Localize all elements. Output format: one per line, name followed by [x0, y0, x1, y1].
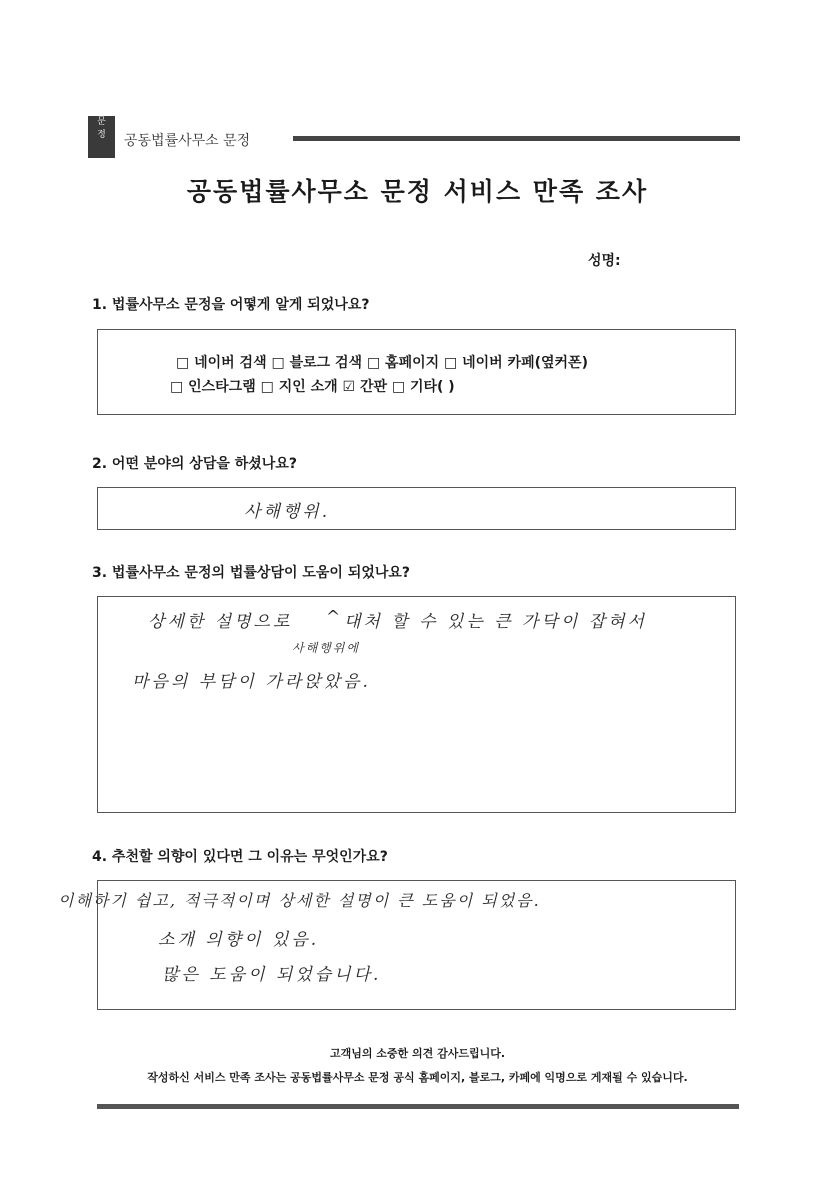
q3-answer-line-2: 마음의 부담이 가라앉았음. [132, 672, 371, 692]
name-label: 성명: [588, 253, 621, 269]
logo-char-2: 정 [97, 130, 106, 140]
q3-insert-caret: ^ [326, 607, 344, 627]
firm-logo [88, 116, 115, 158]
q3-answer-line-1a: 상세한 설명으로 [148, 612, 293, 632]
answer-box-1 [97, 329, 736, 415]
answer-box-2 [97, 487, 736, 530]
question-4: 4. 추천할 의향이 있다면 그 이유는 무엇인가요? [92, 849, 388, 865]
q4-answer-line-3: 많은 도움이 되었습니다. [162, 965, 382, 985]
firm-name: 공동법률사무소 문정 [124, 133, 251, 149]
footer-thanks: 고객님의 소중한 의견 감사드립니다. [329, 1047, 506, 1060]
q1-options-line-2: □ 인스타그램 □ 지인 소개 ☑ 간판 □ 기타( ) [170, 379, 455, 395]
survey-title: 공동법률사무소 문정 서비스 만족 조사 [186, 177, 649, 206]
question-2: 2. 어떤 분야의 상담을 하셨나요? [92, 456, 297, 472]
footer-divider [97, 1104, 739, 1109]
question-1: 1. 법률사무소 문정을 어떻게 알게 되었나요? [92, 297, 370, 313]
q4-answer-line-1: 이해하기 쉽고, 적극적이며 상세한 설명이 큰 도움이 되었음. [58, 891, 541, 910]
footer-notice: 작성하신 서비스 만족 조사는 공동법률사무소 문정 공식 홈페이지, 블로그, 카페에 익명으로 게재될 수 있습니다. [147, 1071, 688, 1084]
answer-box-3 [97, 596, 736, 813]
q3-answer-line-1b: 대처 할 수 있는 큰 가닥이 잡혀서 [344, 612, 647, 632]
q2-handwritten-answer: 사해행위. [244, 502, 331, 522]
q4-answer-line-2: 소개 의향이 있음. [158, 930, 320, 950]
logo-char-1: 문 [97, 117, 106, 127]
q1-options-line-1: □ 네이버 검색 □ 블로그 검색 □ 홈페이지 □ 네이버 카페(옆커폰) [176, 355, 588, 371]
question-3: 3. 법률사무소 문정의 법률상담이 도움이 되었나요? [92, 565, 411, 581]
header-divider [293, 136, 740, 141]
q3-inserted-text: 사해행위에 [292, 641, 360, 655]
